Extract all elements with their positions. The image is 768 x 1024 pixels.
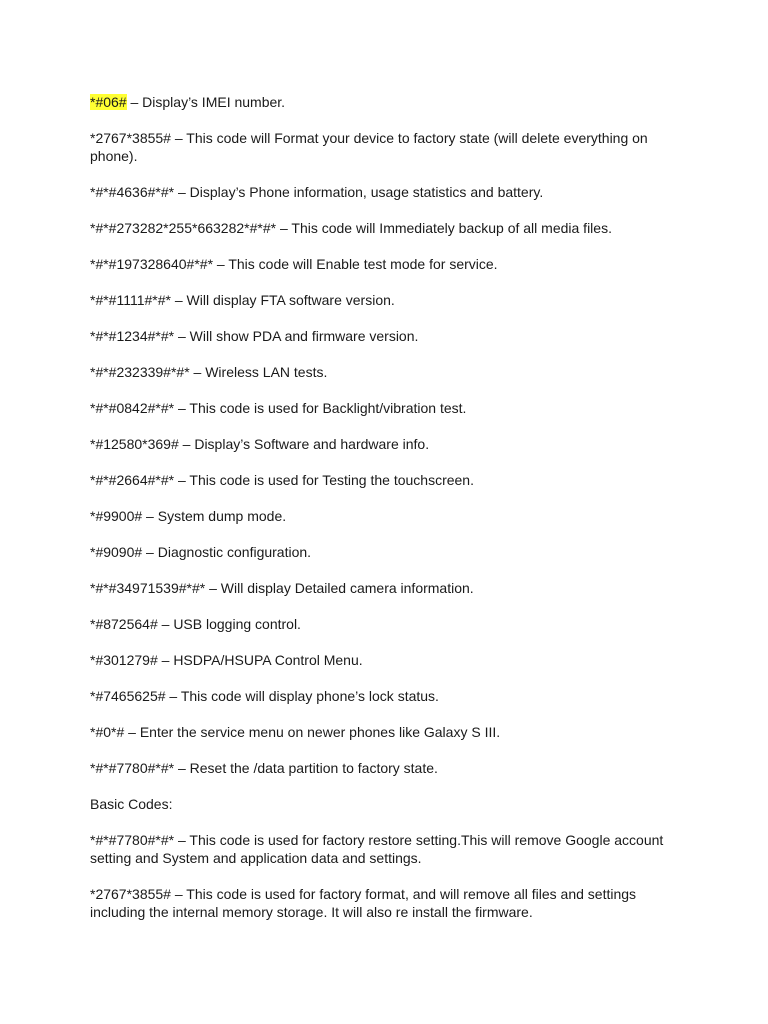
dial-code: *#9900#: [90, 508, 143, 524]
dial-code: *#872564#: [90, 616, 158, 632]
code-description: – Diagnostic configuration.: [142, 544, 312, 560]
code-paragraph: [90, 687, 690, 705]
dial-code: *#*#4636#*#*: [90, 184, 175, 200]
code-description: – This code will Enable test mode for service.: [213, 256, 498, 272]
code-description: – Will show PDA and firmware version.: [174, 328, 419, 344]
code-description: – USB logging control.: [157, 616, 301, 632]
code-description: – HSDPA/HSUPA Control Menu.: [157, 652, 363, 668]
code-description: – This code will display phone’s lock status.: [165, 688, 439, 704]
code-paragraph: [90, 759, 690, 777]
code-description: – System dump mode.: [142, 508, 287, 524]
code-description: – Will display Detailed camera information.: [205, 580, 474, 596]
code-paragraph: [90, 471, 690, 489]
dial-code: *#*#7780#*#*: [90, 760, 175, 776]
section-heading: [90, 795, 690, 813]
dial-code: *#*#34971539#*#*: [90, 580, 206, 596]
code-paragraph: [90, 579, 690, 597]
code-description: – Display’s Software and hardware info.: [178, 436, 430, 452]
code-description: Basic Codes:: [90, 796, 173, 812]
code-paragraph: [90, 363, 690, 381]
dial-code: *#7465625#: [90, 688, 166, 704]
dial-code: *#*#7780#*#*: [90, 832, 175, 848]
code-paragraph: [90, 93, 690, 111]
code-paragraph: [90, 615, 690, 633]
code-description: – Display’s IMEI number.: [126, 94, 286, 110]
code-paragraph: [90, 885, 690, 921]
dial-code: *#*#273282*255*663282*#*#*: [90, 220, 277, 236]
code-description: – Display’s Phone information, usage statistics and battery.: [174, 184, 544, 200]
code-description: – Enter the service menu on newer phones like Galaxy S III.: [124, 724, 501, 740]
code-paragraph: [90, 399, 690, 417]
code-description: – Reset the /data partition to factory state.: [174, 760, 438, 776]
dial-code: *#*#0842#*#*: [90, 400, 175, 416]
dial-code: *#0*#: [90, 724, 125, 740]
code-paragraph: [90, 831, 690, 867]
code-paragraph: [90, 723, 690, 741]
code-paragraph: [90, 255, 690, 273]
dial-code: *#301279#: [90, 652, 158, 668]
code-description: – This code is used for Backlight/vibration test.: [174, 400, 467, 416]
code-paragraph: [90, 651, 690, 669]
code-description: – This code will Immediately backup of all media files.: [276, 220, 612, 236]
dial-code: *#9090#: [90, 544, 143, 560]
code-paragraph: [90, 327, 690, 345]
code-description: – Will display FTA software version.: [170, 292, 395, 308]
dial-code: *#*#197328640#*#*: [90, 256, 214, 272]
code-description: – This code is used for factory restore setting.This will remove Google account setting and System and application data and settings.: [90, 832, 664, 866]
code-paragraph: [90, 543, 690, 561]
code-description: – This code will Format your device to factory state (will delete everything on phone).: [90, 130, 648, 164]
code-paragraph: [90, 183, 690, 201]
dial-code: *#*#1234#*#*: [90, 328, 175, 344]
code-description: – This code is used for Testing the touchscreen.: [174, 472, 474, 488]
code-description: – Wireless LAN tests.: [189, 364, 328, 380]
code-paragraph: [90, 507, 690, 525]
dial-code: *#12580*369#: [90, 436, 179, 452]
dial-code: *#*#232339#*#*: [90, 364, 190, 380]
document-body: [90, 93, 690, 939]
code-paragraph: [90, 435, 690, 453]
code-paragraph: [90, 129, 690, 165]
code-paragraph: [90, 291, 690, 309]
code-description: – This code is used for factory format, and will remove all files and settings including the internal memory storage. It will also re install the firmware.: [90, 886, 637, 920]
dial-code: *#*#2664#*#*: [90, 472, 175, 488]
highlighted-code: *#06#: [90, 94, 127, 110]
dial-code: *2767*3855#: [90, 886, 171, 902]
dial-code: *#*#1111#*#*: [90, 292, 171, 308]
code-paragraph: [90, 219, 690, 237]
dial-code: *2767*3855#: [90, 130, 171, 146]
